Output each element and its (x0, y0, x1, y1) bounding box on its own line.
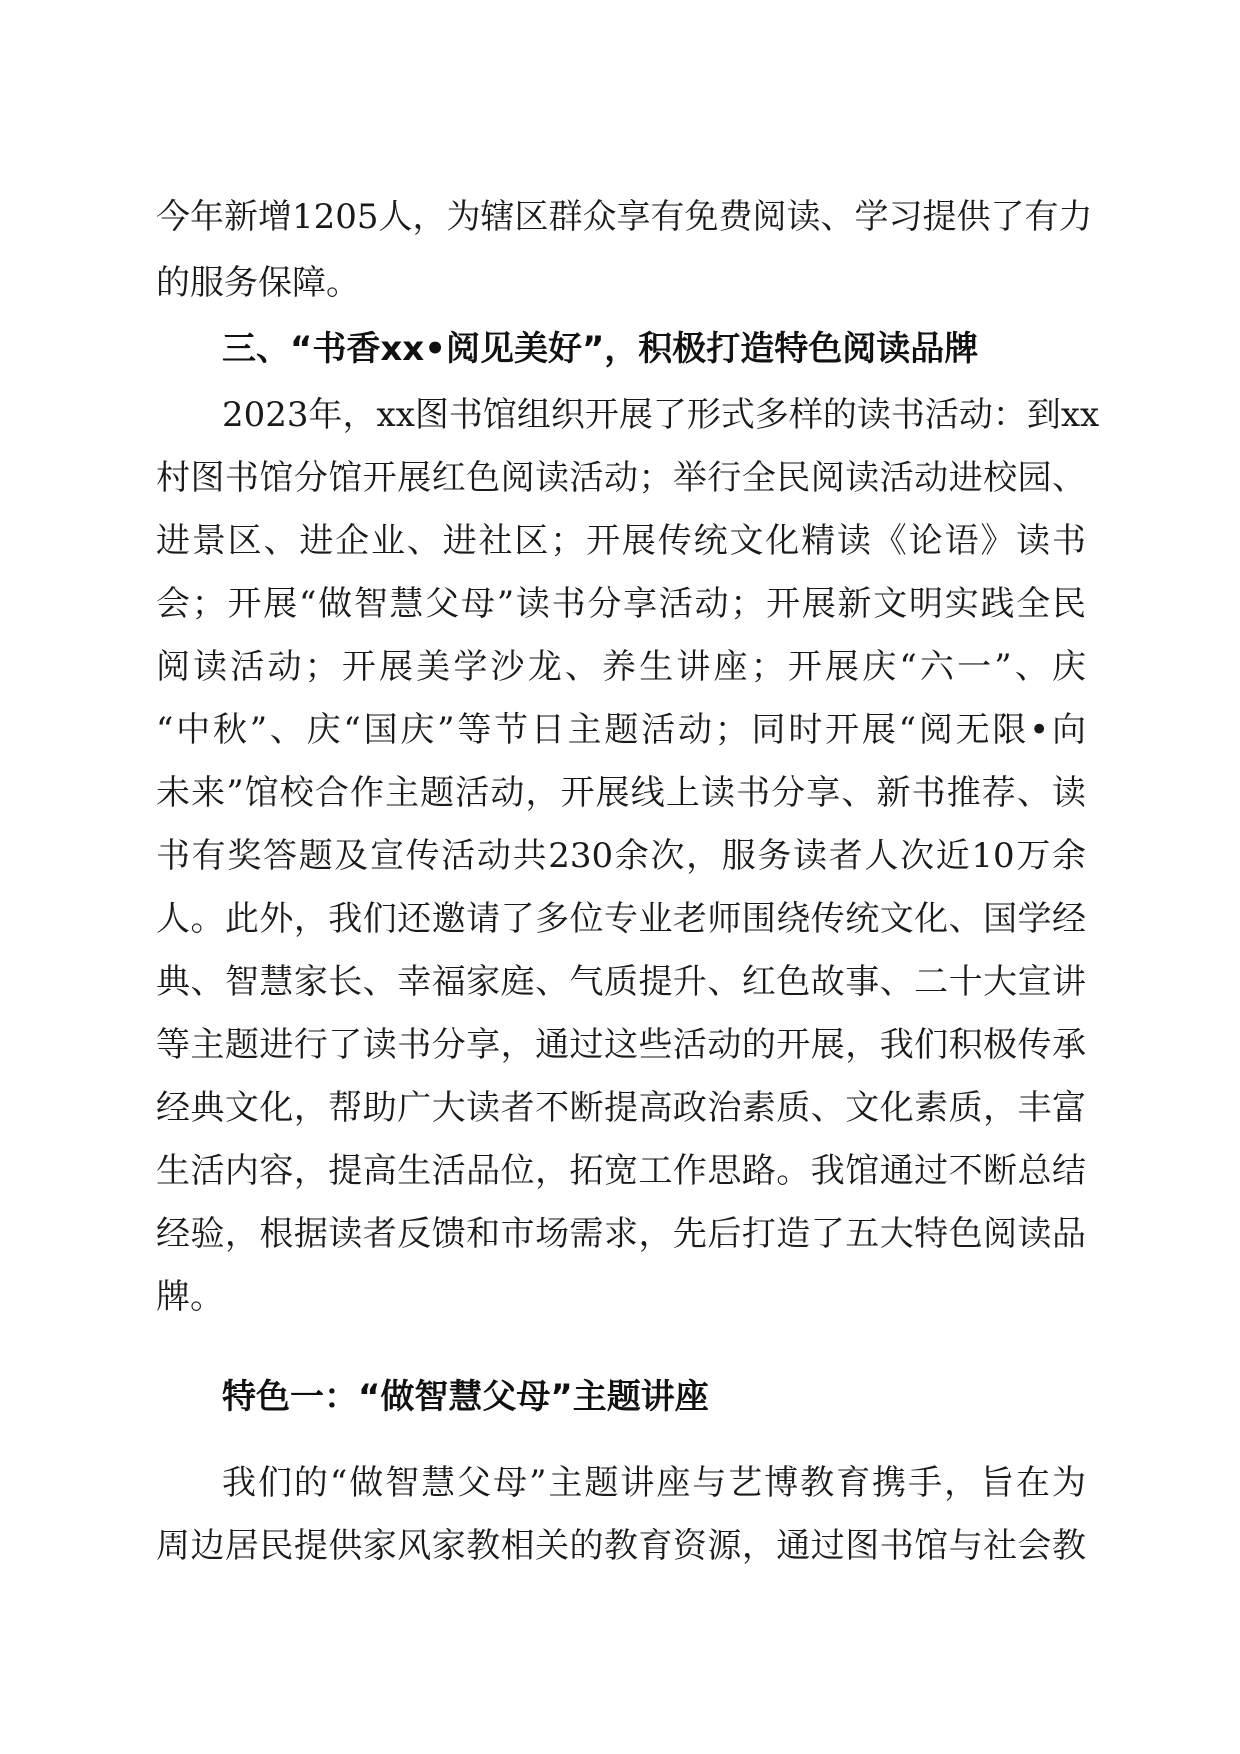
paragraph-line: 人。此外，我们还邀请了多位专业老师围绕传统文化、国学经 (156, 899, 1086, 939)
paragraph-line: 村图书馆分馆开展红色阅读活动；举行全民阅读活动进校园、 (156, 458, 1086, 498)
paragraph-line: 典、智慧家长、幸福家庭、气质提升、红色故事、二十大宣讲 (156, 962, 1086, 1002)
paragraph-line: 经验，根据读者反馈和市场需求，先后打造了五大特色阅读品 (156, 1214, 1086, 1254)
paragraph-line: 的服务保障。 (156, 263, 360, 303)
section-heading: 三、“书香xx•阅见美好”，积极打造特色阅读品牌 (222, 329, 979, 369)
paragraph-line: 周边居民提供家风家教相关的教育资源，通过图书馆与社会教 (156, 1526, 1086, 1566)
paragraph-line: 阅读活动；开展美学沙龙、养生讲座；开展庆“六一”、庆 (156, 647, 1086, 687)
paragraph-line: 进景区、进企业、进社区；开展传统文化精读《论语》读书 (156, 521, 1086, 561)
paragraph-line: 今年新增1205人，为辖区群众享有免费阅读、学习提供了有力 (156, 197, 1093, 237)
paragraph-line: 未来”馆校合作主题活动，开展线上读书分享、新书推荐、读 (156, 773, 1086, 813)
paragraph-line: 生活内容，提高生活品位，拓宽工作思路。我馆通过不断总结 (156, 1151, 1086, 1191)
paragraph-line: 2023年，xx图书馆组织开展了形式多样的读书活动：到xx (222, 395, 1100, 435)
paragraph-line: 会；开展“做智慧父母”读书分享活动；开展新文明实践全民 (156, 584, 1086, 624)
paragraph-line: 等主题进行了读书分享，通过这些活动的开展，我们积极传承 (156, 1025, 1086, 1065)
paragraph-line: 书有奖答题及宣传活动共230余次，服务读者人次近10万余 (156, 836, 1086, 876)
paragraph-line: 经典文化，帮助广大读者不断提高政治素质、文化素质，丰富 (156, 1088, 1086, 1128)
paragraph-line: 我们的“做智慧父母”主题讲座与艺博教育携手，旨在为 (222, 1463, 1086, 1503)
subheading: 特色一：“做智慧父母”主题讲座 (222, 1377, 709, 1417)
paragraph-line: “中秋”、庆“国庆”等节日主题活动；同时开展“阅无限•向 (156, 710, 1086, 750)
paragraph-line: 牌。 (156, 1277, 224, 1317)
